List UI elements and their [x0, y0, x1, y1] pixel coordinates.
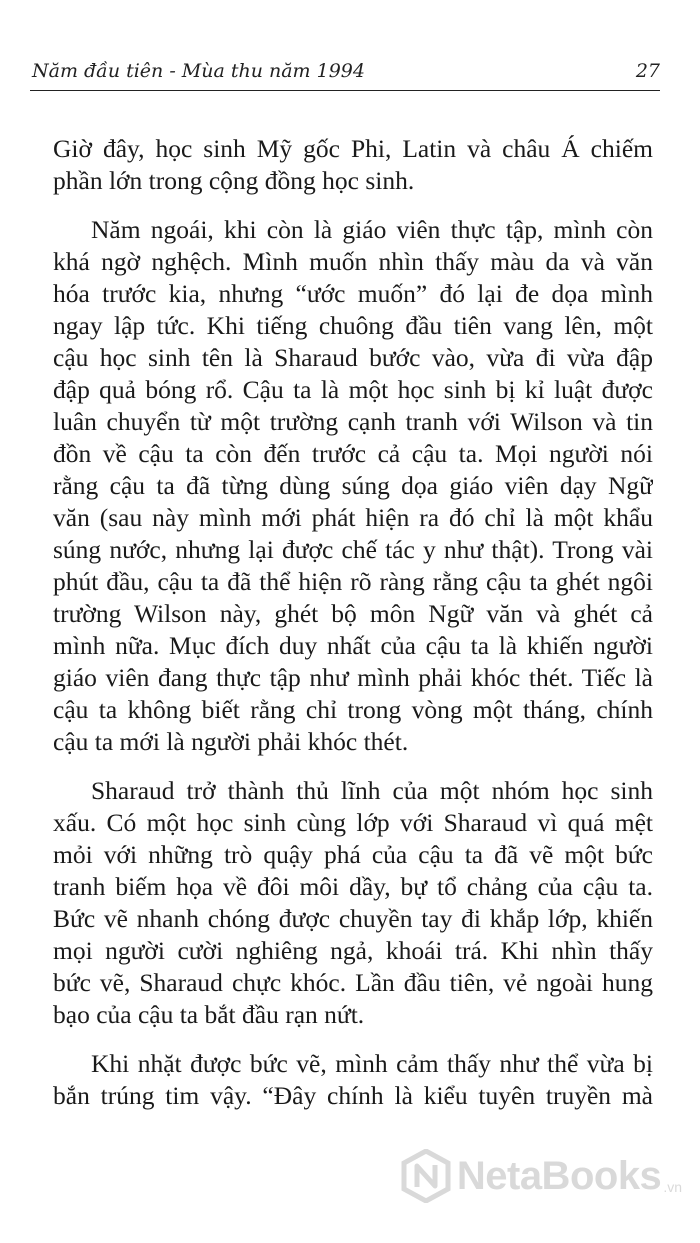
- chapter-title: Năm đầu tiên - Mùa thu năm 1994: [32, 60, 365, 82]
- text-line: phút đầu, cậu ta đã thể hiện rõ ràng rằng cậu ta ghét ngôi: [53, 567, 653, 596]
- text-line: đập quả bóng rổ. Cậu ta là một học sinh bị kỉ luật được: [53, 375, 653, 404]
- text-line: Năm ngoái, khi còn là giáo viên thực tập, mình còn: [91, 215, 653, 244]
- text-line: mình nữa. Mục đích duy nhất của cậu ta là khiến người: [53, 631, 653, 660]
- paragraph-1: [53, 133, 653, 197]
- netabooks-logo-icon: [401, 1149, 451, 1203]
- text-line: bắn trúng tim vậy. “Đây chính là kiểu tuyên truyền mà: [53, 1081, 653, 1110]
- text-line: văn (sau này mình mới phát hiện ra đó chỉ là một khẩu: [53, 503, 653, 532]
- text-line: hóa trước kia, nhưng “ước muốn” đó lại đe dọa mình: [53, 279, 653, 308]
- text-line: tranh biếm họa về đôi môi dầy, bự tổ chảng của cậu ta.: [53, 872, 653, 901]
- text-line: xấu. Có một học sinh cùng lớp với Sharaud vì quá mệt: [53, 808, 653, 837]
- text-line: bạo của cậu ta bắt đầu rạn nứt.: [53, 1000, 365, 1029]
- text-line: ngay lập tức. Khi tiếng chuông đầu tiên vang lên, một: [53, 311, 653, 340]
- body-text: [53, 133, 653, 1112]
- text-line: luân chuyển từ một trường cạnh tranh với Wilson và tin: [53, 407, 653, 436]
- text-line: Bức vẽ nhanh chóng được chuyền tay đi khắp lớp, khiến: [53, 904, 653, 933]
- text-line: trường Wilson này, ghét bộ môn Ngữ văn và ghét cả: [53, 599, 653, 628]
- paragraph-2: [53, 214, 653, 758]
- text-line: giáo viên đang thực tập như mình phải khóc thét. Tiếc là: [53, 663, 653, 692]
- text-line: bức vẽ, Sharaud chực khóc. Lần đầu tiên, vẻ ngoài hung: [53, 968, 653, 997]
- text-line: Giờ đây, học sinh Mỹ gốc Phi, Latin và châu Á chiếm: [53, 134, 653, 163]
- text-line: mọi người cười nghiêng ngả, khoái trá. Khi nhìn thấy: [53, 936, 653, 965]
- text-line: rằng cậu ta đã từng dùng súng dọa giáo viên dạy Ngữ: [53, 471, 653, 500]
- text-line: đồn về cậu ta còn đến trước cả cậu ta. Mọi người nói: [53, 439, 653, 468]
- text-line: cậu ta không biết rằng chỉ trong vòng một tháng, chính: [53, 695, 653, 724]
- text-line: phần lớn trong cộng đồng học sinh.: [53, 166, 415, 195]
- running-header: [30, 60, 660, 91]
- text-line: khá ngờ nghệch. Mình muốn nhìn thấy màu da và văn: [53, 247, 653, 276]
- watermark-text: NetaBooks: [456, 1153, 662, 1198]
- text-line: mỏi với những trò quậy phá của cậu ta đã vẽ một bức: [53, 840, 653, 869]
- text-line: Sharaud trở thành thủ lĩnh của một nhóm học sinh: [91, 776, 653, 805]
- text-line: cậu ta mới là người phải khóc thét.: [53, 727, 409, 756]
- text-line: Khi nhặt được bức vẽ, mình cảm thấy như thể vừa bị: [91, 1049, 653, 1078]
- watermark: [401, 1149, 682, 1203]
- text-line: súng nước, nhưng lại được chế tác y như thật). Trong vài: [53, 535, 653, 564]
- text-line: cậu học sinh tên là Sharaud bước vào, vừa đi vừa đập: [53, 343, 653, 372]
- page-number: 27: [635, 60, 660, 82]
- paragraph-4: [53, 1048, 653, 1112]
- watermark-suffix: .vn: [663, 1179, 682, 1195]
- paragraph-3: [53, 775, 653, 1031]
